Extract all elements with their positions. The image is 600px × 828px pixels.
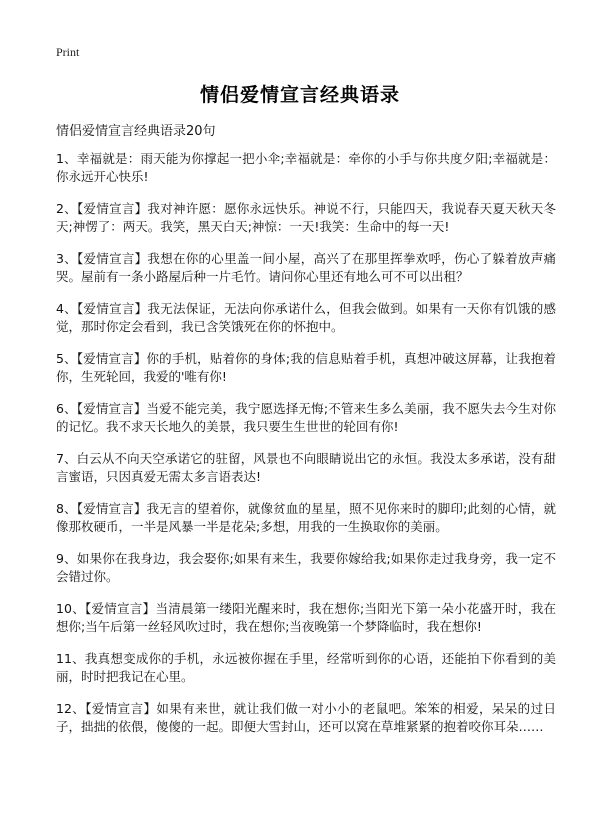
- quote-item-4: 4、【爱情宣言】我无法保证，无法向你承诺什么，但我会做到。如果有一天你有饥饿的感觉，那时你定会看到，我已含笑饿死在你的怀抱中。: [56, 301, 556, 334]
- quote-item-5: 5、【爱情宣言】你的手机，贴着你的身体;我的信息贴着手机，真想冲破这屏幕，让我抱着你，生死轮回，我爱的'唯有你!: [56, 351, 556, 384]
- quote-item-12: 12、【爱情宣言】如果有来世，就让我们做一对小小的老鼠吧。笨笨的相爱，呆呆的过日子，拙拙的依偎，傻傻的一起。即便大雪封山，还可以窝在草堆紧紧的抱着咬你耳朵……: [56, 701, 556, 734]
- document-subtitle: 情侣爱情宣言经典语录20句: [56, 124, 216, 139]
- quote-item-3: 3、【爱情宣言】我想在你的心里盖一间小屋，高兴了在那里挥拳欢呼，伤心了躲着放声痛哭。屋前有一条小路屋后种一片毛竹。请问你心里还有地么可不可以出租？: [56, 251, 556, 284]
- quote-item-7: 7、白云从不向天空承诺它的驻留，风景也不向眼睛说出它的永恒。我没太多承诺，没有甜言蜜语，只因真爱无需太多言语表达!: [56, 451, 556, 484]
- quote-item-1: 1、幸福就是：雨天能为你撑起一把小伞;幸福就是：牵你的小手与你共度夕阳;幸福就是：你永远开心快乐!: [56, 151, 556, 184]
- quote-item-11: 11、我真想变成你的手机，永远被你握在手里，经常听到你的心语，还能拍下你看到的美丽，时时把我记在心里。: [56, 651, 556, 684]
- quote-item-9: 9、如果你在我身边，我会娶你;如果有来生，我要你嫁给我;如果你走过我身旁，我一定不会错过你。: [56, 551, 556, 584]
- page-title: 情侣爱情宣言经典语录: [199, 84, 400, 106]
- print-link[interactable]: Print: [56, 45, 80, 59]
- quote-list: [56, 150, 556, 750]
- quote-item-10: 10、【爱情宣言】当清晨第一缕阳光醒来时，我在想你;当阳光下第一朵小花盛开时，我在想你;当午后第一丝轻风吹过时，我在想你;当夜晚第一个梦降临时，我在想你!: [56, 601, 556, 634]
- quote-item-6: 6、【爱情宣言】当爱不能完美，我宁愿选择无悔;不管来生多么美丽，我不愿失去今生对你的记忆。我不求天长地久的美景，我只要生生世世的轮回有你!: [56, 401, 556, 434]
- quote-item-8: 8、【爱情宣言】我无言的望着你，就像贫血的星星，照不见你来时的脚印;此刻的心情，就像那枚硬币，一半是风暴一半是花朵;多想，用我的一生换取你的美丽。: [56, 501, 556, 534]
- quote-item-2: 2、【爱情宣言】我对神许愿：愿你永远快乐。神说不行，只能四天，我说春天夏天秋天冬天;神愣了：两天。我笑，黑天白天;神惊：一天!我笑：生命中的每一天!: [56, 201, 556, 234]
